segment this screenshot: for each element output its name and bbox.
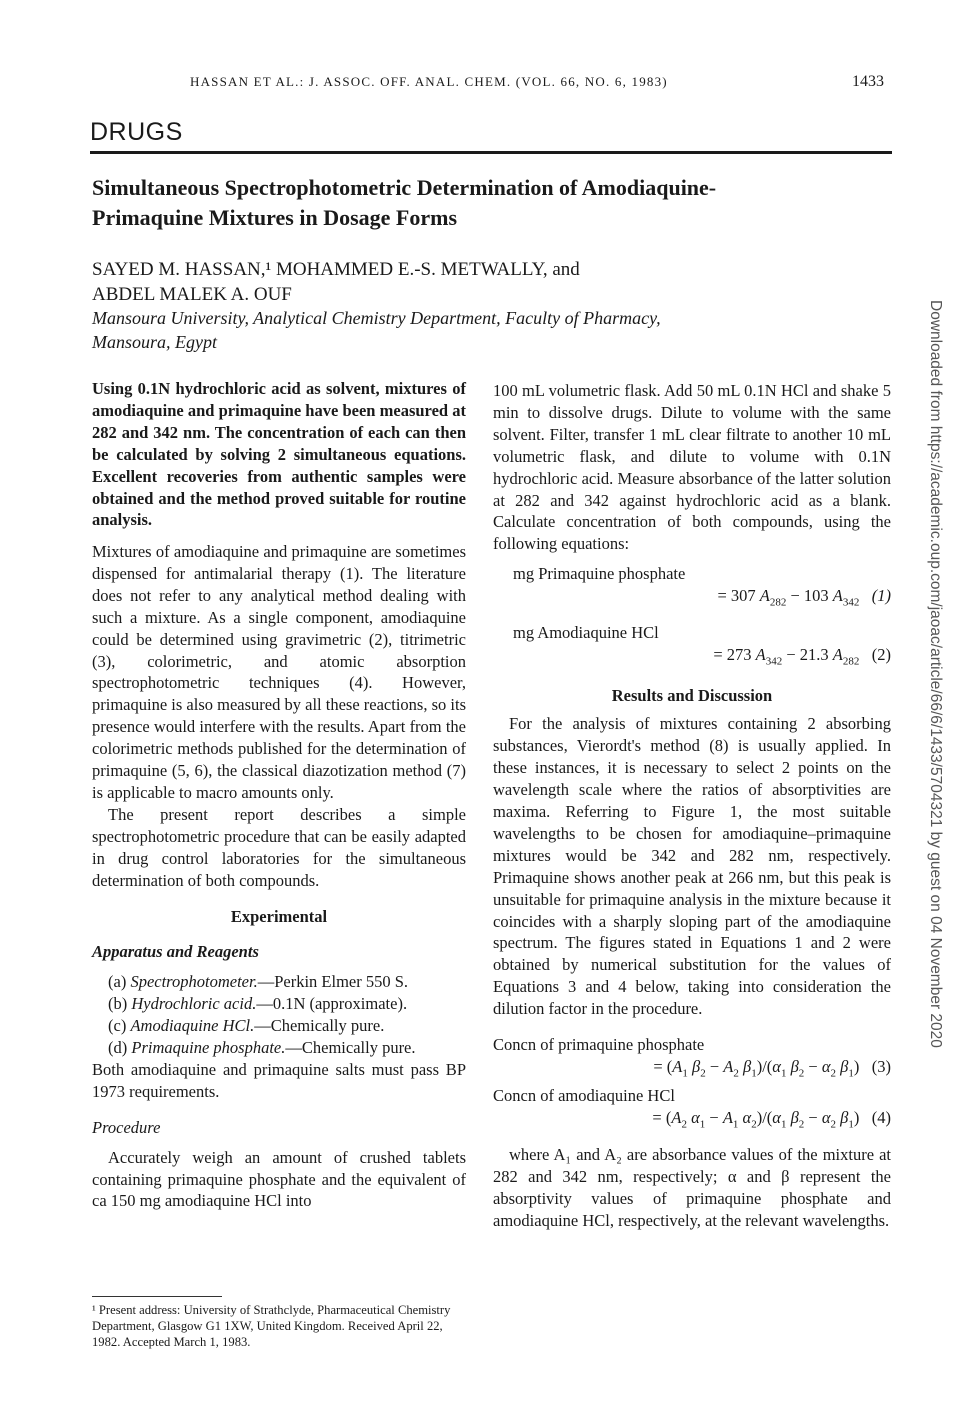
footnote-rule	[92, 1296, 222, 1297]
intro-paragraph-1: Mixtures of amodiaquine and primaquine are sometimes dispensed for antimalarial therapy (1). The literature does not refer to any analytical method dealing with such a mixture. As a single component, amodiaquine could be determined using gravimetric (2), titrimetric (3), colorimetric, and atomic absorption spectrophotometric techniques (4). However, primaquine is also measured by all these reactions, so its presence would interfere with the results. Apart from the colorimetric methods published for the determination of primaquine (5, 6), the classical diazotization method (7) is applicable to macro amounts only.	[92, 542, 466, 802]
section-rule	[90, 151, 892, 154]
reagent-item-a: (a) Spectrophotometer.—Perkin Elmer 550 S.	[108, 972, 409, 992]
results-paragraph: For the analysis of mixtures containing 2 absorbing substances, Vierordt's method (8) is usually applied. In these instances, it is necessary to select 2 points on the wavelength scale where the ratios of absorptivities are maxima. Referring to Figure 1, the most suitable wavelengths to be chosen for amodiaquine–primaquine mixtures would be 342 and 282 nm, respectively. Primaquine shows another peak at 266 nm, but this peak is unsuitable for primaquine analysis in the mixture because it coincides with a sharply sloping part of the amodiaquine spectrum. The figures stated in Equations 1 and 2 were obtained by numerical substitution for the values of Equations 3 and 4 below, taking into consideration the dilution factor in the procedure.	[493, 714, 891, 1019]
abstract: Using 0.1N hydrochloric acid as solvent, mixtures of amodiaquine and primaquine have been measured at 282 and 342 nm. The concentration of each can then be calculated by solving 2 simultaneous equations. Excellent recoveries from authentic samples were obtained and the method proved suitable for routine analysis.	[92, 379, 466, 530]
heading-experimental: Experimental	[230, 906, 328, 926]
reagent-item-c: (c) Amodiaquine HCl.—Chemically pure.	[108, 1016, 385, 1036]
download-watermark	[927, 300, 970, 1130]
title-line-1: Simultaneous Spectrophotometric Determination of Amodiaquine-	[92, 175, 717, 200]
reagent-item-b: (b) Hydrochloric acid.—0.1N (approximate).	[108, 994, 408, 1014]
reagent-requirements: Both amodiaquine and primaquine salts must pass BP 1973 requirements.	[92, 1059, 466, 1101]
heading-results: Results and Discussion	[611, 686, 773, 706]
equation-3-label: Concn of primaquine phosphate	[493, 1035, 705, 1055]
affiliation	[92, 306, 661, 354]
right-column	[493, 380, 891, 1232]
running-header: HASSAN ET AL.: J. ASSOC. OFF. ANAL. CHEM. (VOL. 66, NO. 6, 1983)	[190, 74, 668, 89]
footnote: ¹ Present address: University of Strathclyde, Pharmaceutical Chemistry Department, Glasgow G1 1XW, United Kingdom. Received April 22, 1982. Accepted March 1, 1983.	[92, 1303, 451, 1349]
title-line-2: Primaquine Mixtures in Dosage Forms	[92, 205, 458, 230]
procedure-continued: 100 mL volumetric flask. Add 50 mL 0.1N HCl and shake 5 min to dissolve drugs. Dilute to volume with the same solvent. Filter, transfer 1 mL clear filtrate to another 10 mL volumetric flask, and dilute to volume with 0.1N hydrochloric acid. Measure absorbance of the latter solution at 282 and 342 against hydrochloric acid as a blank. Calculate concentration of both compounds, using the following equations:	[493, 381, 891, 554]
authors	[92, 257, 580, 307]
heading-procedure: Procedure	[92, 1117, 161, 1137]
authors-line-1: SAYED M. HASSAN,¹ MOHAMMED E.-S. METWALLY, and	[92, 259, 580, 280]
variables-paragraph: where A₁ and A₂ are absorbance values of the mixture at 282 and 342 nm, respectively; α and β represent the absorptivity values of primaquine phosphate and amodiaquine HCl, respectively, at the relevant wavelengths.	[493, 1145, 891, 1230]
equation-1-label: mg Primaquine phosphate	[513, 564, 686, 584]
equation-3: = ($A_1$ $\beta_2 - A_2$ $\beta_1)/(\alpha_1$ $\beta_2 - \alpha_2$ $\beta_1$) (3)	[653, 1056, 891, 1080]
affiliation-line-1: Mansoura University, Analytical Chemistry Department, Faculty of Pharmacy,	[92, 308, 661, 328]
equation-4-label: Concn of amodiaquine HCl	[493, 1086, 675, 1106]
affiliation-line-2: Mansoura, Egypt	[92, 332, 217, 352]
article-title	[92, 173, 882, 233]
equation-4: = ($A_2$ $\alpha_1 - A_1$ $\alpha_2)/(\alpha_1$ $\beta_2 - \alpha_2$ $\beta_1$) (4)	[652, 1108, 891, 1131]
equation-1: = 307 $A_{282} - 103$ $A_{342}$ (1)	[717, 586, 891, 609]
download-watermark-text: Downloaded from https://academic.oup.com/jaoac/article/66/6/1433/5704321 by guest on 04 November 2020	[927, 300, 944, 1048]
equation-2: = 273 $A_{342} - 21.3$ $A_{282}$ (2)	[713, 645, 891, 668]
left-column	[92, 541, 466, 1212]
authors-line-2: ABDEL MALEK A. OUF	[92, 284, 292, 305]
intro-paragraph-2: The present report describes a simple spectrophotometric procedure that can be easily adapted in drug control laboratories for the simultaneous determination of both compounds.	[92, 804, 466, 890]
page-number: 1433	[852, 73, 884, 90]
section-heading: DRUGS	[90, 118, 183, 146]
reagent-item-d: (d) Primaquine phosphate.—Chemically pure.	[108, 1038, 416, 1058]
equation-2-label: mg Amodiaquine HCl	[513, 623, 659, 643]
heading-apparatus: Apparatus and Reagents	[92, 942, 259, 962]
procedure-paragraph: Accurately weigh an amount of crushed tablets containing primaquine phosphate and the equivalent of ca 150 mg amodiaquine HCl into	[92, 1147, 466, 1211]
